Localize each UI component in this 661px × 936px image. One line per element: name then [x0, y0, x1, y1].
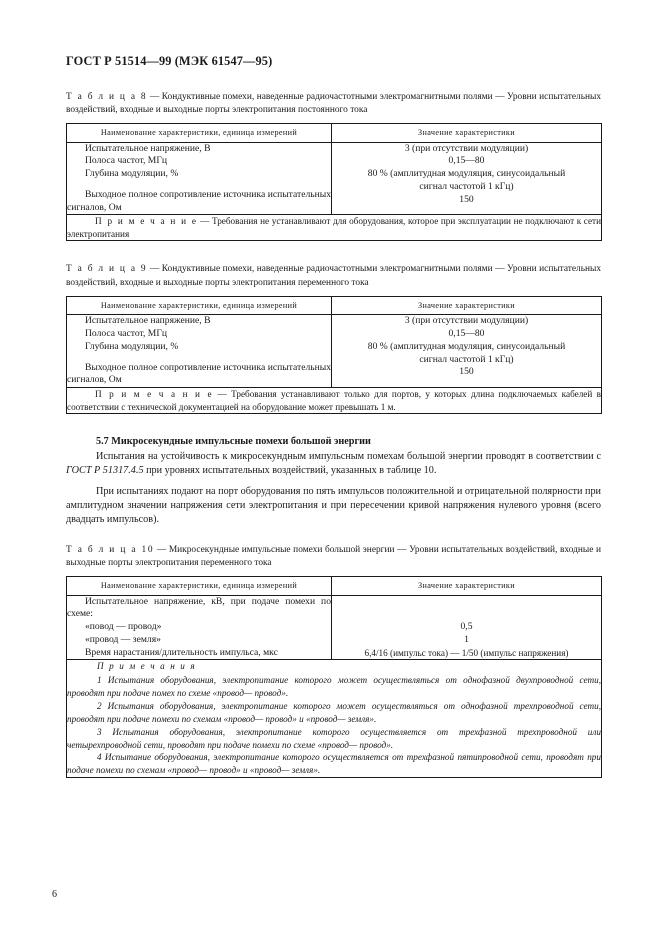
table8-val-2: 80 % (амплитудная модуляция, синусоидальный	[367, 168, 566, 180]
table9	[66, 296, 602, 414]
table10-caption-label: Т а б л и ц а 10	[66, 544, 155, 555]
table8-note-text: — Требования не устанавливают для оборудования, которое при эксплуатации не подключают к сети электропитания	[67, 216, 601, 239]
table10-note-2: 2 Испытания оборудования, электропитание которого может осуществляться от однофазной трехпроводной сети, проводят при подаче помехи по схемам «провод— провод» и «провод— земля».	[67, 700, 601, 724]
table8-char-3: Выходное полное сопротивление источника испытательных сигналов, Ом	[67, 188, 331, 213]
table10-cell-values	[332, 595, 602, 660]
table9-caption-text: — Кондуктивные помехи, наведенные радиочастотными электромагнитными полями — Уровни испытательных воздействий, входные и выходные порты электропитания переменного тока	[66, 264, 602, 288]
table10-notes-row	[67, 660, 602, 778]
page-number: 6	[52, 889, 57, 900]
section-5-7-para-1	[66, 450, 601, 479]
table8-cell-values	[332, 142, 602, 215]
table9-col1-header: Наименование характеристики, единица измерений	[67, 297, 332, 315]
table9-char-0: Испытательное напряжение, В	[85, 315, 211, 327]
table9-note-text: — Требования устанавливают только для портов, у которых длина подключаемых кабелей в соответствии с технической документацией на оборудование может превышать 1 м.	[67, 389, 601, 412]
table10-note-4: 4 Испытание оборудования, электропитание которого осуществляется от трехфазной пятипроводной сети, проводят при подаче помехи по схемам «провод— провод» и «провод— земля».	[67, 752, 601, 776]
table9-data-row	[67, 315, 602, 388]
table8-caption-text: — Кондуктивные помехи, наведенные радиочастотными электромагнитными полями — Уровни испытательных воздействий, входные и выходные порты электропитания постоянного тока	[66, 91, 602, 115]
para1-standard-ref: ГОСТ Р 51317.4.5	[66, 465, 144, 477]
table8-val-1: 0,15—80	[448, 155, 485, 167]
table8-char-0: Испытательное напряжение, В	[85, 142, 211, 154]
table8-note-row	[67, 215, 602, 241]
table10-char-3: Время нарастания/длительность импульса, мкс	[85, 646, 278, 658]
document-header: ГОСТ Р 51514—99 (МЭК 61547—95)	[66, 54, 273, 68]
table9-spacer	[67, 354, 331, 362]
table8-char-2: Глубина модуляции, %	[85, 168, 179, 180]
section-5-7-heading: 5.7 Микросекундные импульсные помехи большой энергии	[96, 436, 371, 448]
table10-val-3: 6,4/16 (импульс тока) — 1/50 (импульс напряжения)	[364, 647, 569, 658]
table9-note-row	[67, 388, 602, 414]
table10-caption	[66, 544, 601, 571]
table9-char-2: Глубина модуляции, %	[85, 340, 179, 352]
spacer	[66, 528, 601, 544]
table10-col2-header: Значение характеристики	[332, 577, 602, 595]
para1-before: Испытания на устойчивость к микросекундным импульсным помехам большой энергии проводят в соответствии с	[96, 451, 601, 463]
table8-note	[67, 215, 602, 241]
table8-col2-header: Значение характеристики	[332, 124, 602, 142]
table10-val-blank	[332, 608, 601, 621]
table10-col1-header: Наименование характеристики, единица измерений	[67, 577, 332, 595]
table9-header-row	[67, 297, 602, 315]
table9-caption-label: Т а б л и ц а 9	[66, 264, 148, 275]
table9-val-3: сигнал частотой 1 кГц)	[419, 353, 514, 365]
table9-cell-values	[332, 315, 602, 388]
table10-char-0: Испытательное напряжение, кВ, при подаче помехи по схеме:	[67, 595, 331, 620]
table10	[66, 576, 602, 778]
table8-caption-label: Т а б л и ц а 8	[66, 91, 148, 102]
section-5-7-para-2: При испытаниях подают на порт оборудования по пять импульсов положительной и отрицательной полярности при амплитудном значении напряжения сети электропитания и при пересечении кривой напряжения нулевого уровня (всего двадцать импульсов).	[66, 485, 601, 526]
table8-col1-header: Наименование характеристики, единица измерений	[67, 124, 332, 142]
table8-val-0: 3 (при отсутствии модуляции)	[404, 142, 529, 154]
table8-data-row	[67, 142, 602, 215]
table8-spacer	[67, 181, 331, 189]
table10-caption-text: — Микросекундные импульсные помехи большой энергии — Уровни испытательных воздействий, входные и выходные порты электропитания переменного тока	[66, 544, 601, 568]
table10-note-1: 1 Испытания оборудования, электропитание которого может осуществляться от однофазной двухпроводной сети, проводят при подаче помех по схеме «провод— провод».	[67, 675, 601, 699]
table9-col2-header: Значение характеристики	[332, 297, 602, 315]
table10-notes-title: П р и м е ч а н и я	[97, 661, 197, 672]
table9-char-3: Выходное полное сопротивление источника испытательных сигналов, Ом	[67, 361, 331, 386]
table10-notes	[67, 660, 602, 778]
para1-after: при уровнях испытательных воздействий, указанных в таблице 10.	[143, 465, 437, 477]
table8-header-row	[67, 124, 602, 142]
table9-val-4: 150	[459, 366, 474, 378]
table10-val-2: 1	[464, 633, 469, 645]
table8-cell-characteristics	[67, 142, 332, 215]
spacer	[66, 241, 601, 263]
table10-data-row	[67, 595, 602, 660]
table8-val-4: 150	[459, 193, 474, 205]
table9-note	[67, 388, 602, 414]
table10-char-1: «повод — провод»	[85, 621, 162, 633]
table10-note-3: 3 Испытания оборудования, электропитание которого осуществляется от трехфазной трехпроводной или четырехпроводной сети, проводят при подаче помехи по схеме «провод— провод».	[67, 726, 601, 750]
table10-header-row	[67, 577, 602, 595]
table9-caption	[66, 263, 601, 290]
table9-cell-characteristics	[67, 315, 332, 388]
table8	[66, 123, 602, 241]
table10-char-2: «провод — земля»	[85, 633, 161, 645]
table8-val-3: сигнал частотой 1 кГц)	[419, 180, 514, 192]
table10-val-1: 0,5	[460, 621, 473, 633]
table9-val-1: 0,15—80	[448, 328, 485, 340]
table9-char-1: Полоса частот, МГц	[85, 328, 168, 340]
table8-caption	[66, 91, 601, 118]
table9-note-label: П р и м е ч а н и е	[95, 389, 214, 400]
table10-cell-characteristics	[67, 595, 332, 660]
table9-val-2: 80 % (амплитудная модуляция, синусоидальный	[367, 340, 566, 352]
table9-val-0: 3 (при отсутствии модуляции)	[404, 315, 529, 327]
spacer	[66, 414, 601, 436]
table8-note-label: П р и м е ч а н и е	[95, 216, 198, 227]
table8-char-1: Полоса частот, МГц	[85, 155, 168, 167]
table10-val-0	[332, 596, 601, 609]
